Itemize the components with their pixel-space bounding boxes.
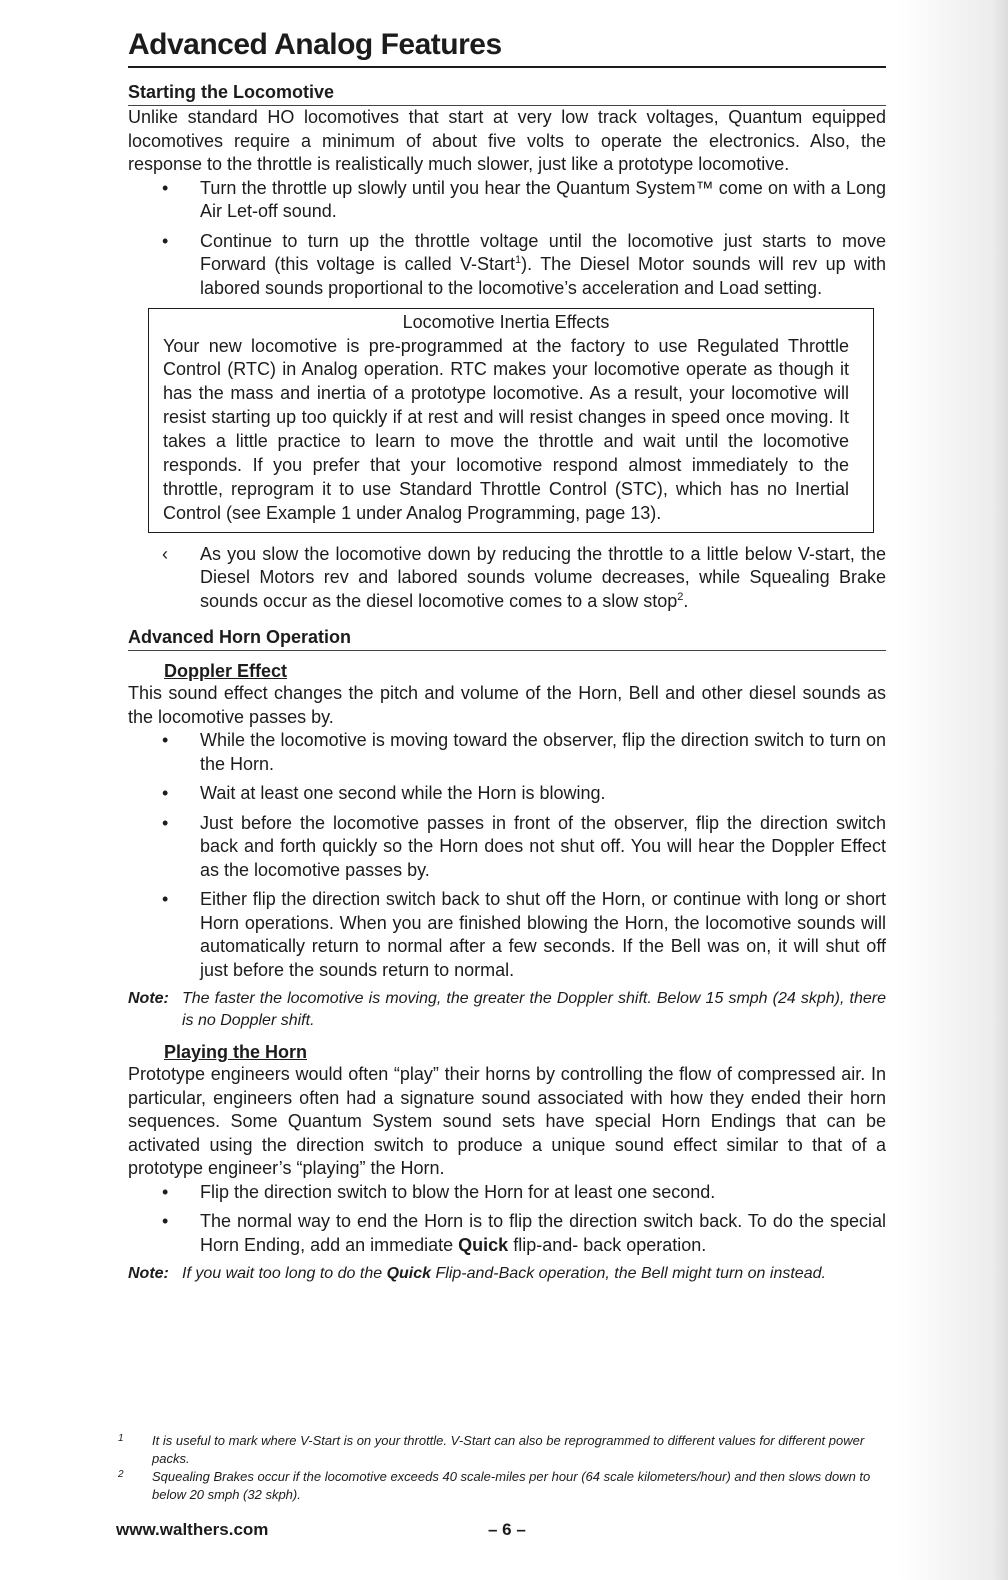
box-text: Your new locomotive is pre-programmed at the factory to use Regulated Throttle Control (RTC) in Analog operation. RTC makes your locomotive operate as though it has the mass and inertia of a prototype locomotive. As a result, your locomotive will resist starting up too quickly if at rest and will resist changes in speed once moving. It takes a little practice to learn to move the throttle and wait until the locomotive responds. If you prefer that your locomotive respond almost immediately to the throttle, reprogram it to use Standard Throttle Control (STC), which has no Inertial Control (see Example 1 under Analog Programming, page 13). [163, 335, 849, 523]
list-item: • Wait at least one second while the Horn is blowing. [128, 782, 886, 806]
playing-note: Note: If you wait too long to do the Quick Flip-and-Back operation, the Bell might turn on instead. [128, 1263, 886, 1285]
box-title: Locomotive Inertia Effects [402, 312, 610, 332]
manual-page [128, 28, 886, 1291]
bullet-marker: • [162, 1181, 169, 1202]
page-number: – 6 – [488, 1520, 526, 1539]
list-item: • Flip the direction switch to blow the Horn for at least one second. [128, 1181, 886, 1205]
list-item: • Turn the throttle up slowly until you hear the Quantum System™ come on with a Long Air Let-off sound. [162, 177, 886, 221]
playing-intro: Prototype engineers would often “play” their horns by controlling the flow of compressed air. In particular, engineers often had a signature sound associated with how they ended their horn sequences. Some Quantum System sound sets have special Horn Endings that can be activated using the direction switch to produce a unique sound effect similar to that of a prototype engineer’s “playing” the Horn. [128, 1064, 886, 1179]
page-edge-shadow [898, 0, 1008, 1580]
footnote-1: 1 It is useful to mark where V-Start is on your throttle. V-Start can also be reprogrammed to different values for different power packs. [118, 1433, 865, 1466]
list-item: • The normal way to end the Horn is to flip the direction switch back. To do the special Horn Ending, add an immediate Quick flip-and- back operation. [162, 1211, 886, 1255]
bullet-marker: • [162, 1211, 169, 1232]
list-item: • Continue to turn up the throttle voltage until the locomotive just starts to move Forward (this voltage is called V-Start$^1$). The Diesel Motor sounds will rev up with labored sounds proportional to the locomotive’s acceleration and Load setting. [162, 230, 886, 298]
section-heading-horn: Advanced Horn Operation [128, 627, 886, 651]
doppler-note: Note: The faster the locomotive is moving, the greater the Doppler shift. Below 15 smph (24 skph), there is no Doppler shift. [128, 990, 886, 1030]
bullet-marker: • [162, 177, 169, 198]
list-item: ‹ As you slow the locomotive down by reducing the throttle to a little below V-start, the Diesel Motors rev and labored sounds volume decreases, while Squealing Brake sounds occur as the diesel locomotive comes to a slow stop$^2$. [162, 543, 886, 611]
subheading-doppler: Doppler Effect [164, 661, 288, 682]
angle-marker: ‹ [162, 543, 168, 564]
list-item: • Just before the locomotive passes in front of the observer, flip the direction switch back and forth quickly so the Horn does not shut off. You will hear the Doppler Effect as the locomotive passes by. [162, 812, 886, 880]
section-heading-starting: Starting the Locomotive [128, 82, 886, 106]
bullet-marker: • [162, 812, 169, 833]
footer-url: www.walthers.com [116, 1520, 269, 1539]
doppler-intro: This sound effect changes the pitch and volume of the Horn, Bell and other diesel sounds as the locomotive passes by. [128, 683, 886, 727]
bullet-marker: • [162, 730, 169, 751]
note-label: Note: [128, 990, 169, 1008]
footnote-ref-1: 1 [515, 254, 522, 266]
doppler-bullets [128, 729, 886, 982]
list-item: • While the locomotive is moving toward the observer, flip the direction switch to turn on the Horn. [162, 730, 886, 774]
subheading-playing: Playing the Horn [164, 1042, 308, 1063]
bullet-marker: • [162, 783, 169, 804]
page-footer [116, 1520, 616, 1540]
page-title: Advanced Analog Features [128, 28, 886, 68]
starting-intro: Unlike standard HO locomotives that start at very low track voltages, Quantum equipped locomotives require a minimum of about five volts to operate the electronics. Also, the response to the throttle is realistically much slower, just like a prototype locomotive. [128, 107, 886, 174]
bullet-marker: • [162, 889, 169, 910]
footnotes [116, 1432, 876, 1504]
starting-bullets [128, 177, 886, 301]
note-label: Note: [128, 1265, 169, 1283]
bullet-marker: • [162, 230, 169, 251]
footnote-ref-2: 2 [677, 590, 684, 603]
list-item: • Either flip the direction switch back to shut off the Horn, or continue with long or short Horn operations. When you are finished blowing the Horn, the locomotive sounds will automatically return to normal after a few seconds. If the Bell was on, it will shut off just before the sounds return to normal. [162, 889, 886, 980]
inertia-effects-box [148, 308, 874, 533]
starting-bullets-2 [128, 543, 886, 614]
footnote-2: 2 Squealing Brakes occur if the locomotive exceeds 40 scale-miles per hour (64 scale kilometers/hour) and then slows down to below 20 smph (32 skph). [118, 1469, 871, 1502]
playing-bullets [128, 1181, 886, 1258]
